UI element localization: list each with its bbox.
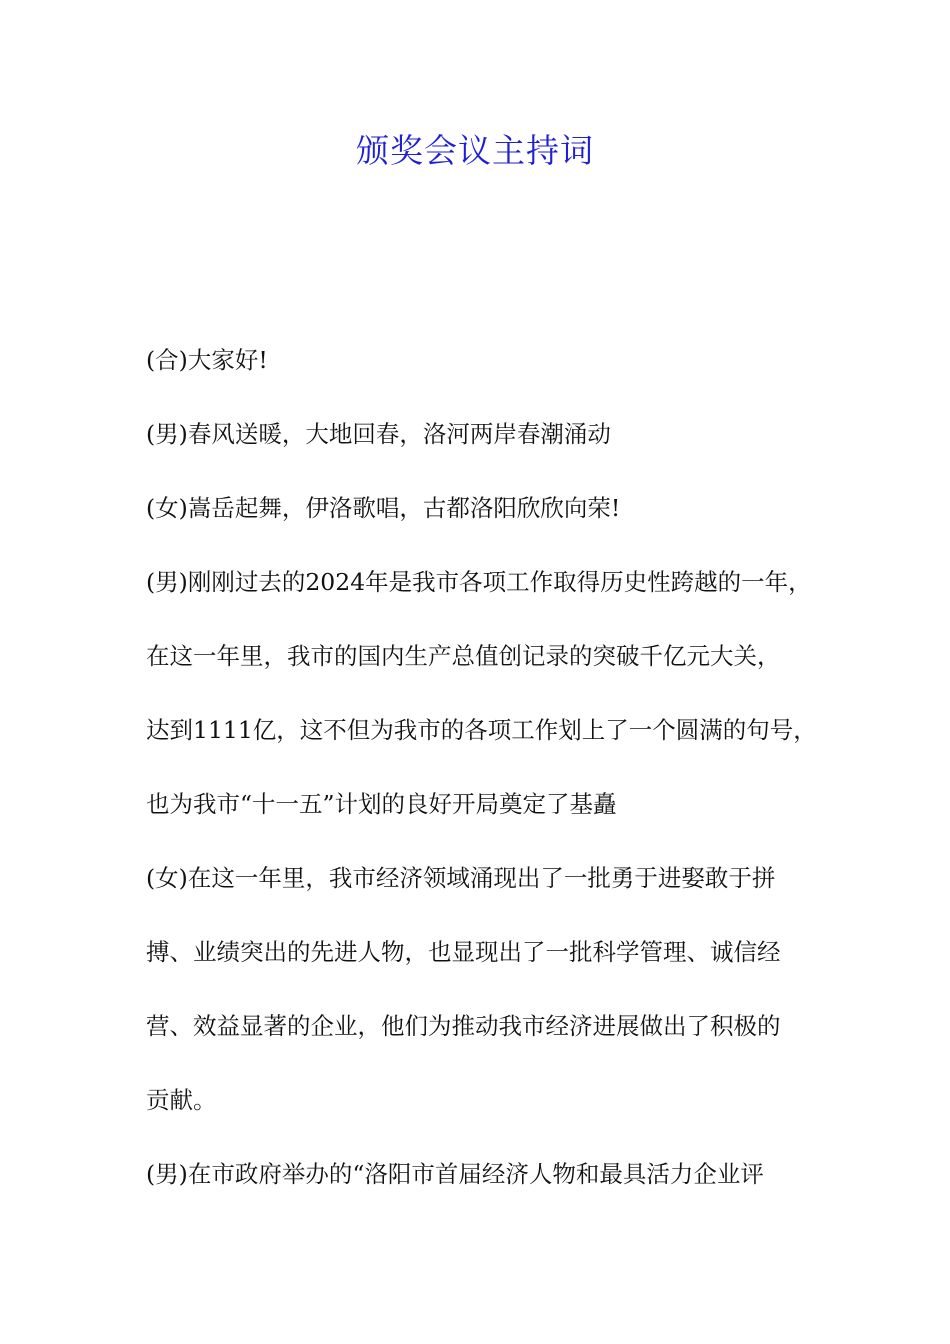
text-line: 营、效益显著的企业，他们为推动我市经济进展做出了积极的 [146,1012,781,1040]
document-body [146,336,836,1224]
text-line: 搏、业绩突出的先进人物，也显现出了一批科学管理、诚信经 [146,938,781,966]
paragraph-greeting [146,336,836,384]
text-line: 在这一年里，我市的国内生产总值创记录的突破千亿元大关， [146,642,781,670]
document-title: 颁奖会议主持词 [356,131,594,170]
paragraph-male-1 [146,410,836,458]
text-line: (男)在市政府举办的“洛阳市首届经济人物和最具活力企业评 [146,1160,764,1188]
paragraph-male-2 [146,558,836,828]
text-line: (合)大家好! [146,346,268,374]
paragraph-female-1 [146,484,836,532]
text-line: 也为我市“十一五”计划的良好开局奠定了基矗 [146,790,617,818]
text-line: (女)在这一年里，我市经济领域涌现出了一批勇于进娶敢于拼 [146,864,776,892]
text-line: (男)刚刚过去的2024年是我市各项工作取得历史性跨越的一年， [146,568,812,596]
text-line: (男)春风送暖，大地回春，洛河两岸春潮涌动 [146,420,611,448]
text-line: 达到1111亿，这不但为我市的各项工作划上了一个圆满的句号， [146,716,817,744]
text-line: 贡献。 [146,1086,217,1114]
paragraph-female-2 [146,854,836,1124]
paragraph-male-3 [146,1150,836,1198]
text-line: (女)嵩岳起舞，伊洛歌唱，古都洛阳欣欣向荣! [146,494,621,522]
